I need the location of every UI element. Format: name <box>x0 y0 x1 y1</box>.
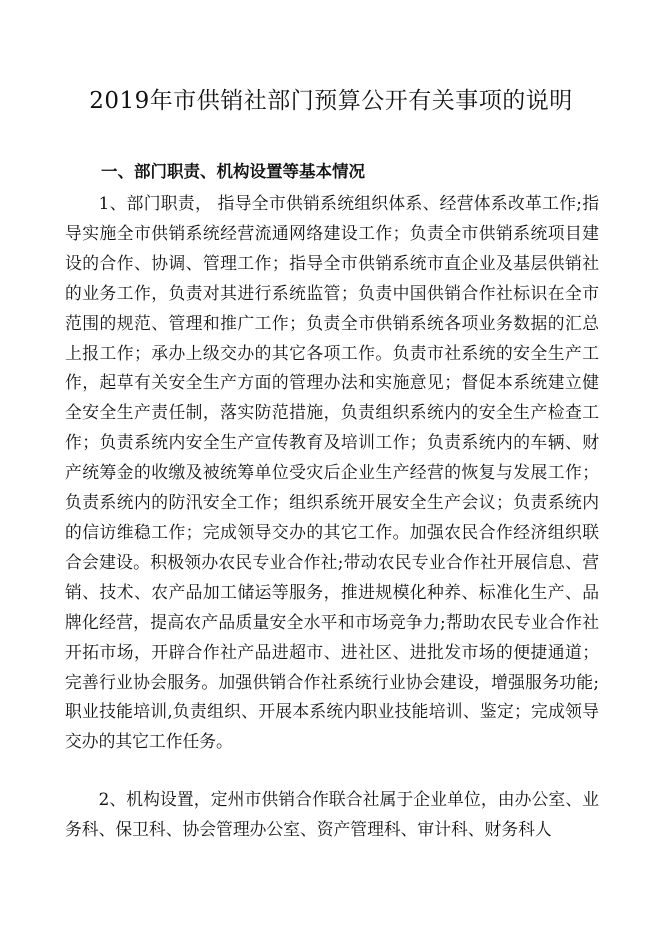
document-title: 2019年市供销社部门预算公开有关事项的说明 <box>89 88 573 114</box>
section-heading: 一、部门职责、机构设置等基本情况 <box>101 162 365 181</box>
paragraph-responsibilities: 1、部门职责， 指导全市供销系统组织体系、经营体系改革工作;指导实施全市供销系统经营流通网络建设工作；负责全市供销系统项目建设的合作、协调、管理工作；指导全市供销系统市直企业及基层供销社的业务工作，负责对其进行系统监管；负责中国供销合作社标识在全市范围的规范、管理和推广工作；负责全市供销系统各项业务数据的汇总上报工作；承办上级交办的其它各项工作。负责市社系统的安全生产工作，起草有关安全生产方面的管理办法和实施意见；督促本系统建立健全安全生产责任制，落实防范措施，负责组织系统内的安全生产检查工作；负责系统内安全生产宣传教育及培训工作；负责系统内的车辆、财产统筹金的收缴及被统筹单位受灾后企业生产经营的恢复与发展工作；负责系统内的防汛安全工作；组织系统开展安全生产会议；负责系统内的信访维稳工作；完成领导交办的其它工作。加强农民合作经济组织联合会建设。积极领办农民专业合作社;带动农民专业合作社开展信息、营销、技术、农产品加工储运等服务，推进规模化种养、标准化生产、品牌化经营，提高农产品质量安全水平和市场竞争力;帮助农民专业合作社开拓市场，开辟合作社产品进超市、进社区、进批发市场的便捷通道；完善行业协会服务。加强供销合作社系统行业协会建设，增强服务功能;职业技能培训,负责组织、开展本系统内职业技能培训、鉴定；完成领导交办的其它工作任务。 <box>65 193 599 752</box>
paragraph-organization: 2、机构设置，定州市供销合作联合社属于企业单位，由办公室、业务科、保卫科、协会管理办公室、资产管理科、审计科、财务科人 <box>65 789 599 839</box>
